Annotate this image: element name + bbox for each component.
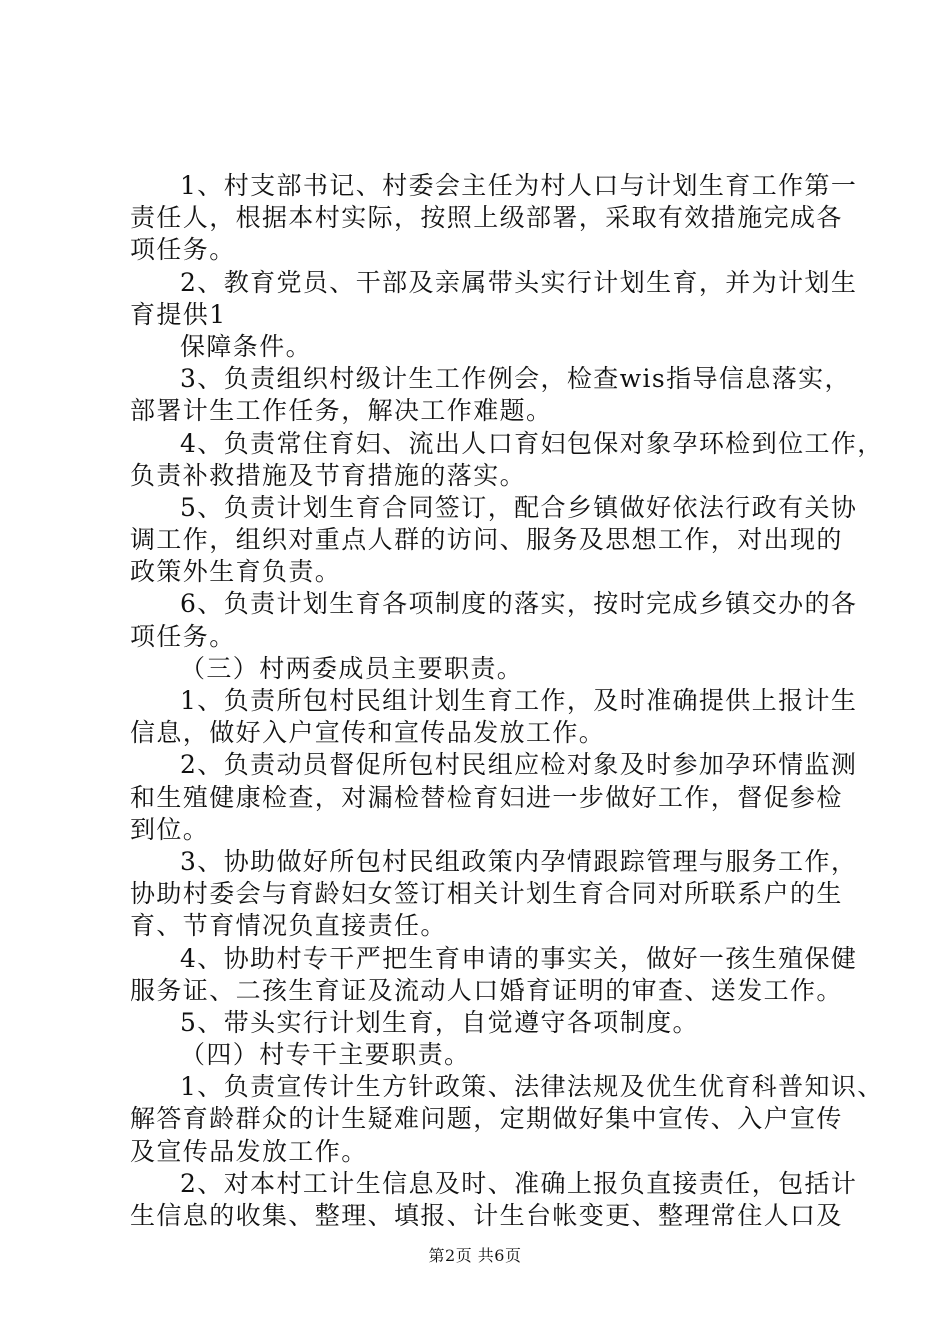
section-heading: （三）村两委成员主要职责。 [180,653,524,683]
text-line: 责任人，根据本村实际，按照上级部署，采取有效措施完成各 [130,203,843,233]
body-text [130,170,884,1232]
text-line: 育、节育情况负直接责任。 [130,911,447,941]
text-line: 政策外生育负责。 [130,557,342,587]
text-line: 1、村支部书记、村委会主任为村人口与计划生育工作第一 [180,171,858,200]
text-line: 服务证、二孩生育证及流动人口婚育证明的审查、送发工作。 [130,975,843,1005]
text-line: 部署计生工作任务，解决工作难题。 [130,396,553,426]
text-line: 6、负责计划生育各项制度的落实，按时完成乡镇交办的各 [180,589,858,619]
text-line: 2、负责动员督促所包村民组应检对象及时参加孕环情监测 [180,750,858,780]
text-line: 2、教育党员、干部及亲属带头实行计划生育，并为计划生 [180,267,858,297]
text-line: 3、负责组织村级计生工作例会，检查wis指导信息落实， [180,364,851,394]
text-line: 5、负责计划生育合同签订，配合乡镇做好依法行政有关协 [180,492,858,522]
text-line: 保障条件。 [180,331,313,361]
text-line: 项任务。 [130,621,236,651]
text-line: 调工作，组织对重点人群的访问、服务及思想工作，对出现的 [130,525,843,555]
text-line: 3、协助做好所包村民组政策内孕情跟踪管理与服务工作， [180,846,858,876]
text-line: 生信息的收集、整理、填报、计生台帐变更、整理常住人口及 [130,1201,843,1230]
text-line: 信息，做好入户宣传和宣传品发放工作。 [130,718,606,748]
text-line: 解答育龄群众的计生疑难问题，定期做好集中宣传、入户宣传 [130,1104,843,1134]
text-line: 4、协助村专干严把生育申请的事实关，做好一孩生殖保健 [180,943,858,973]
text-line: 4、负责常住育妇、流出人口育妇包保对象孕环检到位工作， [180,428,884,458]
text-line: 育提供1 [130,299,227,329]
text-line: 及宣传品发放工作。 [130,1136,368,1166]
text-line: 协助村委会与育龄妇女签订相关计划生育合同对所联系户的生 [130,879,843,909]
text-line: 负责补救措施及节育措施的落实。 [130,460,527,490]
text-line: 到位。 [130,814,210,844]
text-line: 1、负责宣传计生方针政策、法律法规及优生优育科普知识、 [180,1072,884,1102]
text-line: 5、带头实行计划生育，自觉遵守各项制度。 [180,1007,699,1037]
text-line: 和生殖健康检查，对漏检替检育妇进一步做好工作，督促参检 [130,782,843,812]
text-line: 2、对本村工计生信息及时、准确上报负直接责任，包括计 [180,1168,858,1198]
page-number-footer: 第2页 共6页 [428,1246,522,1265]
section-heading: （四）村专干主要职责。 [180,1040,471,1070]
text-line: 1、负责所包村民组计划生育工作，及时准确提供上报计生 [180,686,858,715]
text-line: 项任务。 [130,235,236,265]
